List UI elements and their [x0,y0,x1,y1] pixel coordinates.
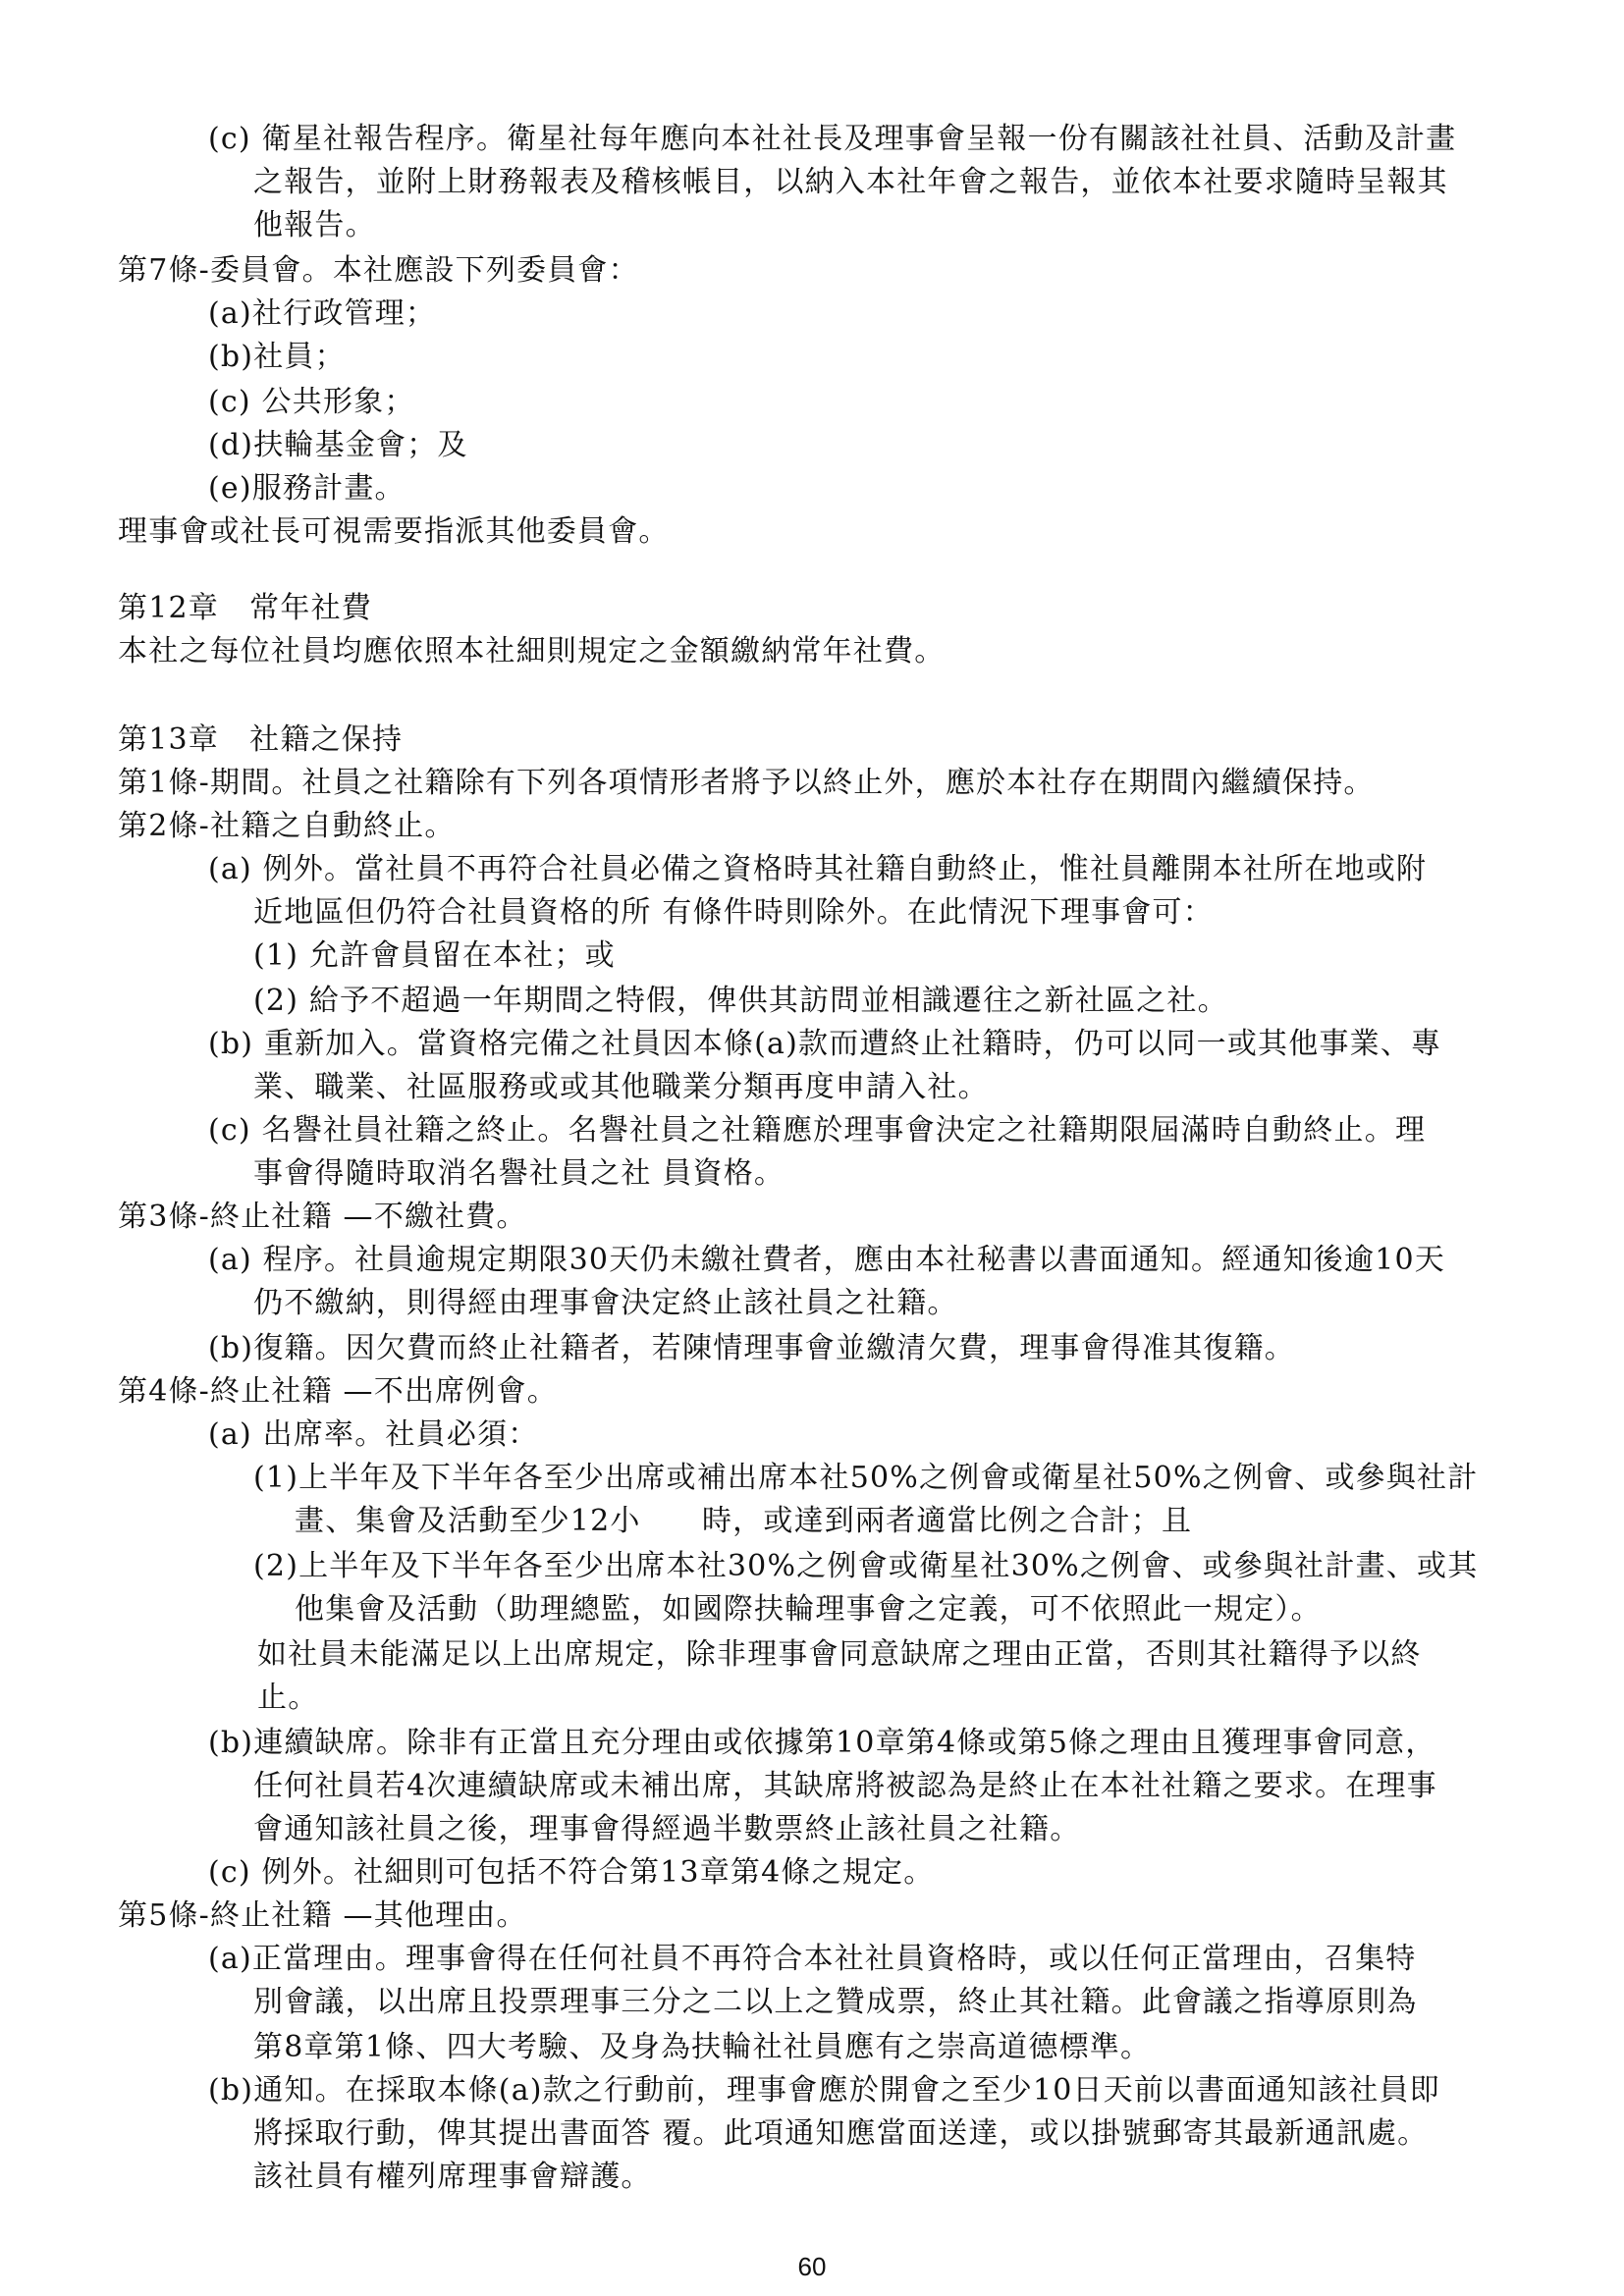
text-line: (b) 重新加入。當資格完備之社員因本條(a)款而遭終止社籍時，仍可以同一或其他事業、專 [208,1027,1442,1061]
text-line: (2)上半年及下半年各至少出席本社30%之例會或衛星社30%之例會、或參與社計畫、或其 [253,1549,1479,1583]
chapter-heading: 第13章 社籍之保持 [118,722,404,757]
text-line: (c) 公共形象； [208,385,415,419]
text-line: (c) 例外。社細則可包括不符合第13章第4條之規定。 [208,1855,935,1890]
text-line: (1) 允許會員留在本社；或 [253,938,616,973]
article-heading: 第1條-期間。社員之社籍除有下列各項情形者將予以終止外，應於本社存在期間內繼續保持。 [118,766,1375,800]
text-line: 第8章第1條、四大考驗、及身為扶輪社社員應有之崇高道德標準。 [253,2030,1152,2064]
text-line: 他報告。 [253,208,376,242]
text-line: 止。 [257,1681,319,1715]
text-line: 任何社員若4次連續缺席或未補出席，其缺席將被認為是終止在本社社籍之要求。在理事 [253,1769,1437,1803]
text-line: (c) 衛星社報告程序。衛星社每年應向本社社長及理事會呈報一份有關該社社員、活動及計畫 [208,122,1457,156]
text-line: (b)社員； [208,340,346,374]
article-heading: 第3條-終止社籍 —不繳社費。 [118,1200,527,1234]
text-line: 會通知該社員之後，理事會得經過半數票終止該社員之社籍。 [253,1812,1081,1846]
text-line: 理事會或社長可視需要指派其他委員會。 [118,514,670,549]
article-heading: 第5條-終止社籍 —其他理由。 [118,1898,527,1933]
text-line: 別會議，以出席且投票理事三分之二以上之贊成票，終止其社籍。此會議之指導原則為 [253,1985,1418,2019]
text-line: (a)正當理由。理事會得在任何社員不再符合本社社員資格時，或以任何正當理由，召集特 [208,1942,1417,1976]
article-heading: 第7條-委員會。本社應設下列委員會： [118,253,639,288]
text-line: 將採取行動，俾其提出書面答 覆。此項通知應當面送達，或以掛號郵寄其最新通訊處。 [253,2116,1429,2151]
text-line: (a) 例外。當社員不再符合社員必備之資格時其社籍自動終止，惟社員離開本社所在地或附 [208,852,1428,886]
text-line: (c) 名譽社員社籍之終止。名譽社員之社籍應於理事會決定之社籍期限屆滿時自動終止。理 [208,1113,1427,1148]
text-line: (b)連續缺席。除非有正當且充分理由或依據第10章第4條或第5條之理由且獲理事會同意， [208,1726,1436,1760]
text-line: 該社員有權列席理事會辯護。 [253,2160,652,2194]
text-line: (b)復籍。因欠費而終止社籍者，若陳情理事會並繳清欠費，理事會得准其復籍。 [208,1331,1296,1365]
text-line: (a)社行政管理； [208,296,437,331]
text-line: (b)通知。在採取本條(a)款之行動前，理事會應於開會之至少10日天前以書面通知該社員即 [208,2073,1440,2108]
article-heading: 第2條-社籍之自動終止。 [118,809,456,843]
text-line: (1)上半年及下半年各至少出席或補出席本社50%之例會或衛星社50%之例會、或參與社計 [253,1461,1479,1495]
text-line: 畫、集會及活動至少12小 時，或達到兩者適當比例之合計；且 [295,1504,1193,1538]
chapter-heading: 第12章 常年社費 [118,591,372,625]
text-line: 如社員未能滿足以上出席規定，除非理事會同意缺席之理由正當，否則其社籍得予以終 [257,1637,1422,1672]
page-number: 60 [797,2252,827,2281]
article-heading: 第4條-終止社籍 —不出席例會。 [118,1374,558,1409]
text-line: 本社之每位社員均應依照本社細則規定之金額繳納常年社費。 [118,634,946,668]
text-line: (d)扶輪基金會；及 [208,428,468,462]
text-line: (a) 出席率。社員必須： [208,1417,539,1452]
text-line: 業、職業、社區服務或或其他職業分類再度申請入社。 [253,1070,989,1104]
text-line: 近地區但仍符合社員資格的所 有條件時則除外。在此情況下理事會可： [253,895,1214,930]
text-line: 事會得隨時取消名譽社員之社 員資格。 [253,1156,785,1191]
text-line: (a) 程序。社員逾規定期限30天仍未繳社費者，應由本社秘書以書面通知。經通知後逾10天 [208,1243,1445,1277]
text-line: 他集會及活動（助理總監，如國際扶輪理事會之定義，可不依照此一規定）。 [295,1592,1322,1627]
text-line: (2) 給予不超過一年期間之特假，俾供其訪問並相識遷往之新社區之社。 [253,984,1228,1018]
text-line: 之報告，並附上財務報表及稽核帳目，以納入本社年會之報告，並依本社要求隨時呈報其 [253,165,1448,199]
text-line: 仍不繳納，則得經由理事會決定終止該社員之社籍。 [253,1286,958,1320]
text-line: (e)服務計畫。 [208,471,406,506]
